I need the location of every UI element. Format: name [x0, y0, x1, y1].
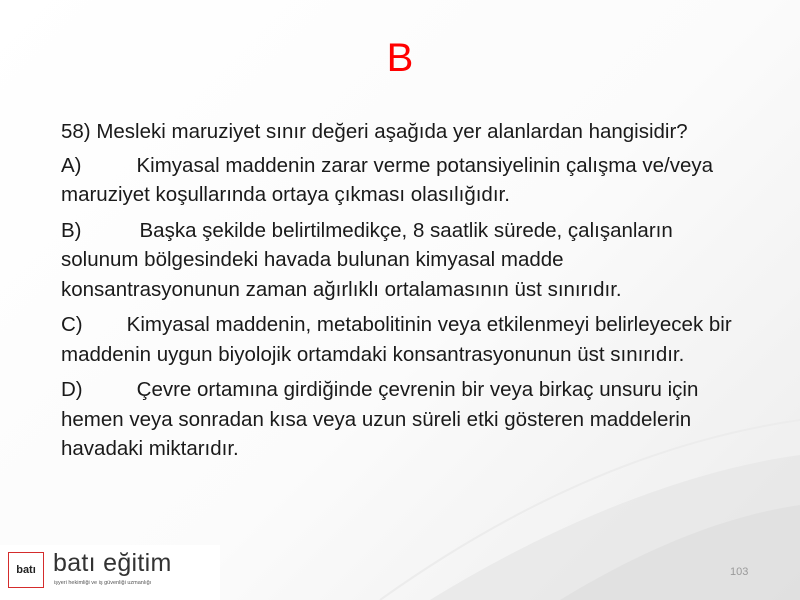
option-b [61, 216, 741, 305]
option-c-text: Kimyasal maddenin, metabolitinin veya etkilenmeyi belirleyecek bir maddenin uygun biyolojik ortamdaki konsantrasyonunun üst sınırıdır. [61, 313, 732, 366]
slide-title: B [386, 36, 414, 80]
option-d-label: D) [61, 378, 83, 401]
option-a-text: Kimyasal maddenin zarar verme potansiyelinin çalışma ve/veya maruziyet koşullarında ortaya çıkması olasılığıdır. [61, 153, 714, 206]
logo-tagline: işyeri hekimliği ve iş güvenliği uzmanlığı [54, 580, 152, 586]
question-block [61, 117, 741, 470]
option-b-text: Başka şekilde belirtilmedikçe, 8 saatlik sürede, çalışanların solunum bölgesindeki havada bulunan kimyasal madde konsantrasyonunun zaman ağırlıklı ortalamasının üst sınırıdır. [61, 218, 673, 301]
brand-logo [0, 545, 220, 600]
logo-mark-text: batı [16, 564, 36, 576]
option-a [61, 151, 741, 210]
page-number: 103 [730, 566, 749, 578]
question-text: 58) Mesleki maruziyet sınır değeri aşağıda yer alanlardan hangisidir? [61, 120, 688, 143]
option-c-label: C) [61, 313, 83, 336]
option-a-label: A) [61, 153, 82, 177]
logo-mark [8, 552, 44, 588]
option-c [61, 310, 741, 369]
option-b-label: B) [61, 218, 82, 242]
option-d-text: Çevre ortamına girdiğinde çevrenin bir veya birkaç unsuru için hemen veya sonradan kısa veya uzun süreli etki gösteren maddelerin havadaki miktarıdır. [61, 378, 699, 460]
option-d [61, 375, 741, 464]
logo-name: batı eğitim [53, 549, 172, 577]
